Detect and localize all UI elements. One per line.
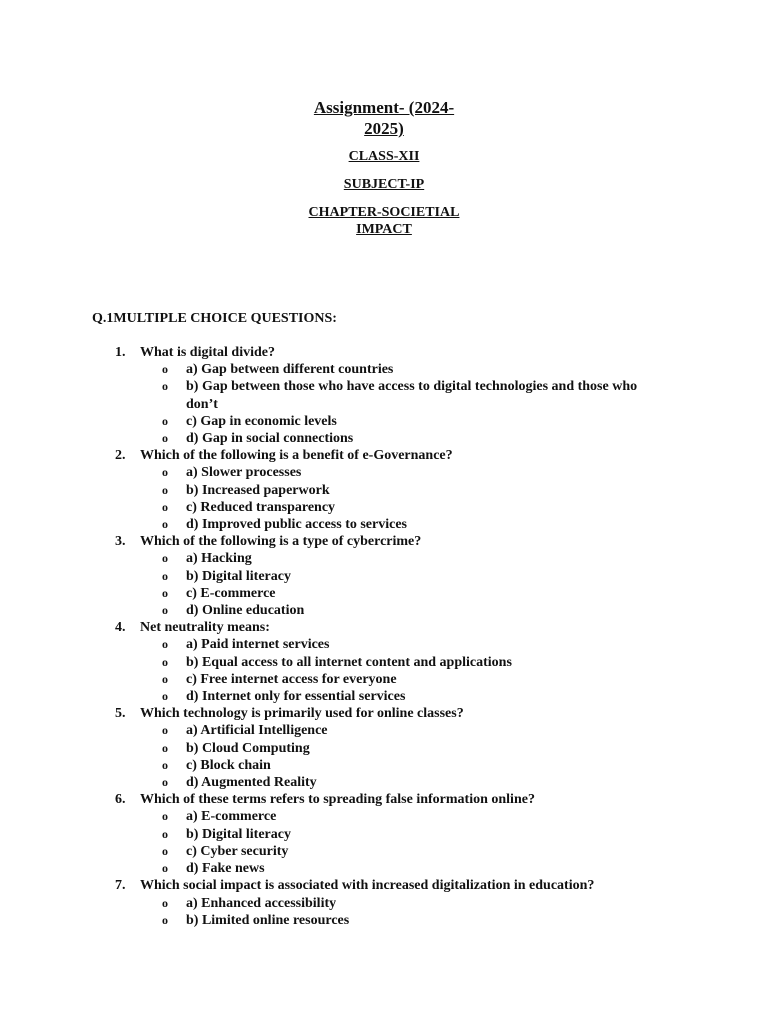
option-item	[140, 757, 672, 774]
circle-bullet-icon: o	[162, 585, 168, 600]
option-text: a) Hacking	[186, 551, 252, 567]
option-item	[140, 550, 672, 567]
question-item	[92, 705, 672, 791]
option-item	[140, 688, 672, 705]
question-number: 6.	[115, 792, 126, 808]
option-list	[140, 808, 672, 877]
option-list	[140, 895, 672, 929]
circle-bullet-icon: o	[162, 671, 168, 686]
circle-bullet-icon: o	[162, 843, 168, 858]
question-text: Net neutrality means:	[140, 620, 270, 636]
option-list	[140, 722, 672, 791]
question-text: Which of the following is a type of cybercrime?	[140, 534, 422, 550]
circle-bullet-icon: o	[162, 895, 168, 910]
circle-bullet-icon: o	[162, 603, 168, 618]
option-text: d) Fake news	[186, 861, 265, 877]
circle-bullet-icon: o	[162, 379, 168, 394]
option-text: a) Slower processes	[186, 465, 302, 481]
option-item	[140, 654, 672, 671]
option-text: d) Internet only for essential services	[186, 689, 406, 705]
circle-bullet-icon: o	[162, 362, 168, 377]
circle-bullet-icon: o	[162, 861, 168, 876]
option-item	[140, 602, 672, 619]
question-number: 3.	[115, 534, 126, 550]
option-list	[140, 464, 672, 533]
option-item	[140, 808, 672, 825]
circle-bullet-icon: o	[162, 689, 168, 704]
question-item	[92, 877, 672, 929]
option-item	[140, 499, 672, 516]
option-text: c) Free internet access for everyone	[186, 671, 397, 687]
option-item	[140, 826, 672, 843]
option-item	[140, 413, 672, 430]
option-list	[140, 636, 672, 705]
option-text: c) Block chain	[186, 757, 271, 773]
question-item	[92, 619, 672, 705]
option-item	[140, 464, 672, 481]
option-item	[140, 912, 672, 929]
option-text: b) Equal access to all internet content and applications	[186, 654, 512, 670]
option-item	[140, 895, 672, 912]
question-item	[92, 344, 672, 447]
circle-bullet-icon: o	[162, 826, 168, 841]
option-text: a) E-commerce	[186, 809, 277, 825]
option-text: b) Limited online resources	[186, 912, 350, 928]
option-item	[140, 361, 672, 378]
circle-bullet-icon: o	[162, 431, 168, 446]
question-number: 4.	[115, 620, 126, 636]
circle-bullet-icon: o	[162, 757, 168, 772]
section-heading: Q.1MULTIPLE CHOICE QUESTIONS:	[92, 311, 337, 326]
circle-bullet-icon: o	[162, 551, 168, 566]
circle-bullet-icon: o	[162, 809, 168, 824]
circle-bullet-icon: o	[162, 465, 168, 480]
subject-label: SUBJECT-IP	[343, 177, 425, 192]
circle-bullet-icon: o	[162, 637, 168, 652]
question-item	[92, 791, 672, 877]
question-text: Which technology is primarily used for online classes?	[140, 706, 464, 722]
option-item	[140, 482, 672, 499]
option-item	[140, 740, 672, 757]
option-item	[140, 516, 672, 533]
option-text: a) Gap between different countries	[186, 362, 394, 378]
document-header	[0, 97, 768, 238]
question-number: 1.	[115, 345, 126, 360]
option-text: c) E-commerce	[186, 585, 276, 601]
option-list	[140, 550, 672, 619]
circle-bullet-icon: o	[162, 775, 168, 790]
option-text: a) Artificial Intelligence	[186, 723, 328, 739]
option-item	[140, 568, 672, 585]
question-text: Which social impact is associated with increased digitalization in education?	[140, 878, 595, 894]
option-item	[140, 636, 672, 653]
question-number: 7.	[115, 878, 126, 894]
circle-bullet-icon: o	[162, 517, 168, 532]
question-text: Which of these terms refers to spreading false information online?	[140, 792, 535, 808]
option-text: b) Increased paperwork	[186, 482, 330, 498]
assignment-title: Assignment- (2024-2025)	[313, 98, 455, 138]
option-text: b) Digital literacy	[186, 826, 291, 842]
question-text: What is digital divide?	[140, 345, 275, 360]
option-item	[140, 860, 672, 877]
question-list	[92, 344, 672, 929]
option-text: c) Reduced transparency	[186, 499, 336, 515]
question-item	[92, 447, 672, 533]
option-text: d) Online education	[186, 603, 305, 619]
circle-bullet-icon: o	[162, 912, 168, 927]
circle-bullet-icon: o	[162, 413, 168, 428]
question-text: Which of the following is a benefit of e-Governance?	[140, 448, 453, 464]
question-number: 5.	[115, 706, 126, 722]
option-text: d) Improved public access to services	[186, 517, 407, 533]
option-text: d) Augmented Reality	[186, 775, 317, 791]
chapter-label: CHAPTER-SOCIETIAL IMPACT	[308, 205, 460, 237]
option-text: b) Gap between those who have access to digital technologies and those who don’t	[186, 379, 638, 412]
option-item	[140, 585, 672, 602]
option-item	[140, 378, 672, 412]
question-item	[92, 533, 672, 619]
option-item	[140, 843, 672, 860]
option-item	[140, 774, 672, 791]
option-text: b) Digital literacy	[186, 568, 291, 584]
option-text: a) Enhanced accessibility	[186, 895, 337, 911]
circle-bullet-icon: o	[162, 654, 168, 669]
option-list	[140, 361, 672, 447]
question-number: 2.	[115, 448, 126, 464]
circle-bullet-icon: o	[162, 740, 168, 755]
option-text: b) Cloud Computing	[186, 740, 310, 756]
option-text: c) Gap in economic levels	[186, 413, 337, 429]
option-text: a) Paid internet services	[186, 637, 330, 653]
circle-bullet-icon: o	[162, 499, 168, 514]
option-item	[140, 671, 672, 688]
circle-bullet-icon: o	[162, 568, 168, 583]
option-text: d) Gap in social connections	[186, 431, 354, 447]
circle-bullet-icon: o	[162, 482, 168, 497]
option-item	[140, 722, 672, 739]
option-item	[140, 430, 672, 447]
circle-bullet-icon: o	[162, 723, 168, 738]
option-text: c) Cyber security	[186, 843, 289, 859]
class-label: CLASS-XII	[348, 149, 420, 164]
